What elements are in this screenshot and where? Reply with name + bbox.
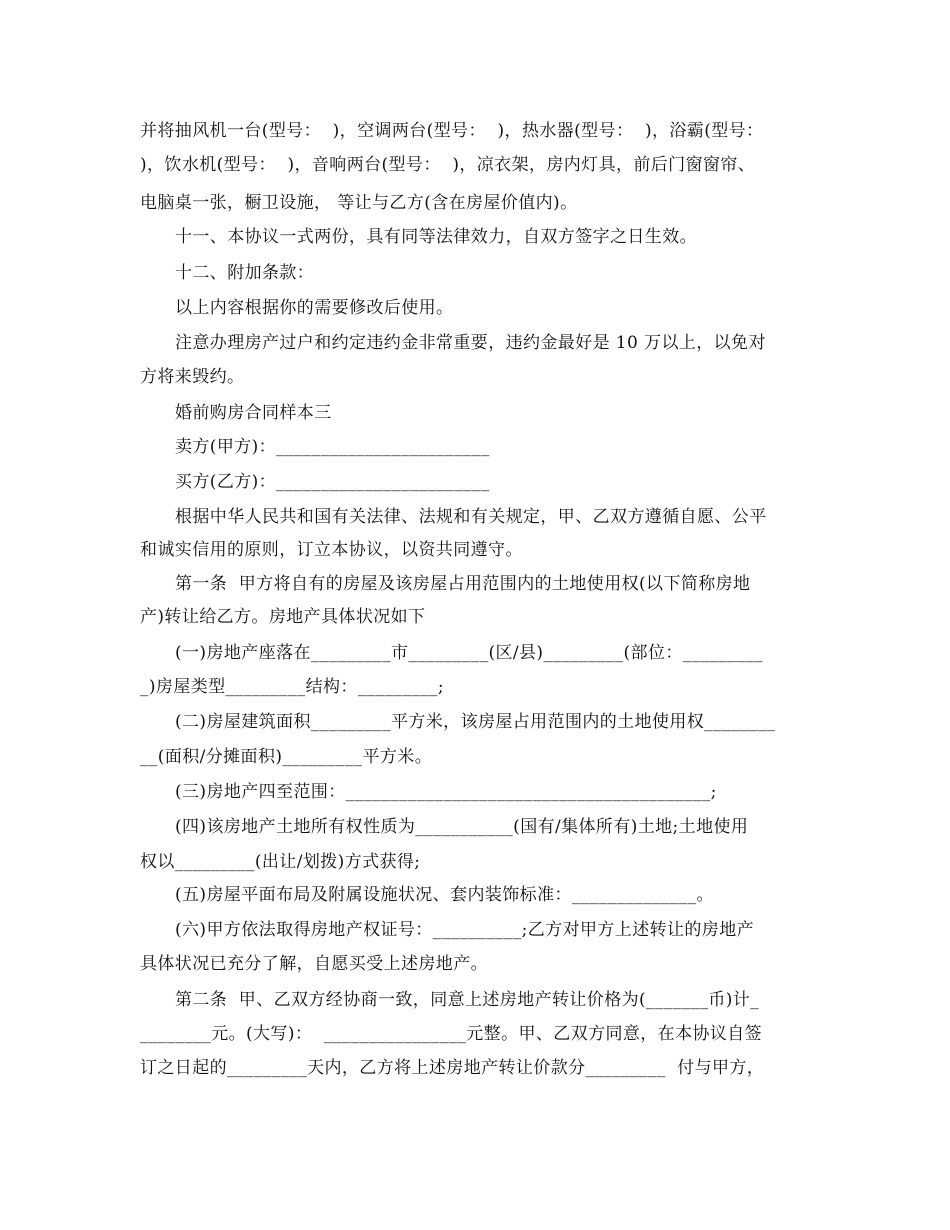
clause-1: (一)房地产座落在_________市_________(区/县)_________(部位：_________ — [175, 643, 763, 663]
text-line-03: 电脑桌一张，橱卫设施， 等让与乙方(含在房屋价值内)。 — [140, 193, 578, 213]
text-line-06: 以上内容根据你的需要修改后使用。 — [175, 298, 454, 318]
text-line-04: 十一、本协议一式两份，具有同等法律效力，自双方签字之日生效。 — [175, 227, 697, 247]
clause-5: (五)房屋平面布局及附属设施状况、套内装饰标准：______________。 — [175, 885, 714, 905]
clause-3: (三)房地产四至范围：_________________________________________; — [175, 782, 717, 802]
text-line-19: __(面积/分摊面积)_________平方米。 — [140, 747, 433, 767]
seller-field: 卖方(甲方)：________________________ — [175, 437, 490, 457]
text-line-08: 方将来毁约。 — [140, 367, 245, 387]
text-line-01: 并将抽风机一台(型号： )，空调两台(型号： )，热水器(型号： )，浴霸(型号： — [140, 121, 764, 141]
clause-6: (六)甲方依法取得房地产权证号：__________;乙方对甲方上述转让的房地产 — [175, 920, 754, 940]
text-line-17: _)房屋类型_________结构：_________; — [140, 677, 445, 697]
text-line-13: 和诚实信用的原则，订立本协议，以资共同遵守。 — [140, 540, 523, 560]
text-line-02: )，饮水机(型号： )，音响两台(型号： )，凉衣架，房内灯具，前后门窗窗帘、 — [140, 155, 756, 175]
section-heading: 婚前购房合同样本三 — [175, 403, 332, 423]
text-line-12: 根据中华人民共和国有关法律、法规和有关规定，甲、乙双方遵循自愿、公平 — [175, 507, 767, 527]
article-two: 第二条 甲、乙双方经协商一致，同意上述房地产转让价格为(_______币)计_ — [175, 990, 760, 1010]
text-line-05: 十二、附加条款： — [175, 263, 315, 283]
buyer-field: 买方(乙方)：________________________ — [175, 472, 490, 492]
text-line-28: 订之日起的_________天内，乙方将上述房地产转让价款分_________ 付与甲方， — [140, 1058, 765, 1078]
text-line-07: 注意办理房产过户和约定违约金非常重要，违约金最好是 10 万以上，以免对 — [175, 333, 766, 353]
text-line-15: 产)转让给乙方。房地产具体状况如下 — [140, 607, 426, 627]
text-line-27: ________元。(大写)： ________________元整。甲、乙双方同意，在本协议自签 — [140, 1024, 763, 1044]
article-one: 第一条 甲方将自有的房屋及该房屋占用范围内的土地使用权(以下简称房地 — [175, 574, 751, 594]
text-line-25: 具体状况已充分了解，自愿买受上述房地产。 — [140, 954, 488, 974]
clause-4: (四)该房地产土地所有权性质为___________(国有/集体所有)土地;土地使用 — [175, 817, 749, 837]
clause-2: (二)房屋建筑面积_________平方米，该房屋占用范围内的土地使用权________ — [175, 712, 776, 732]
text-line-22: 权以_________(出让/划拨)方式获得; — [140, 852, 421, 872]
